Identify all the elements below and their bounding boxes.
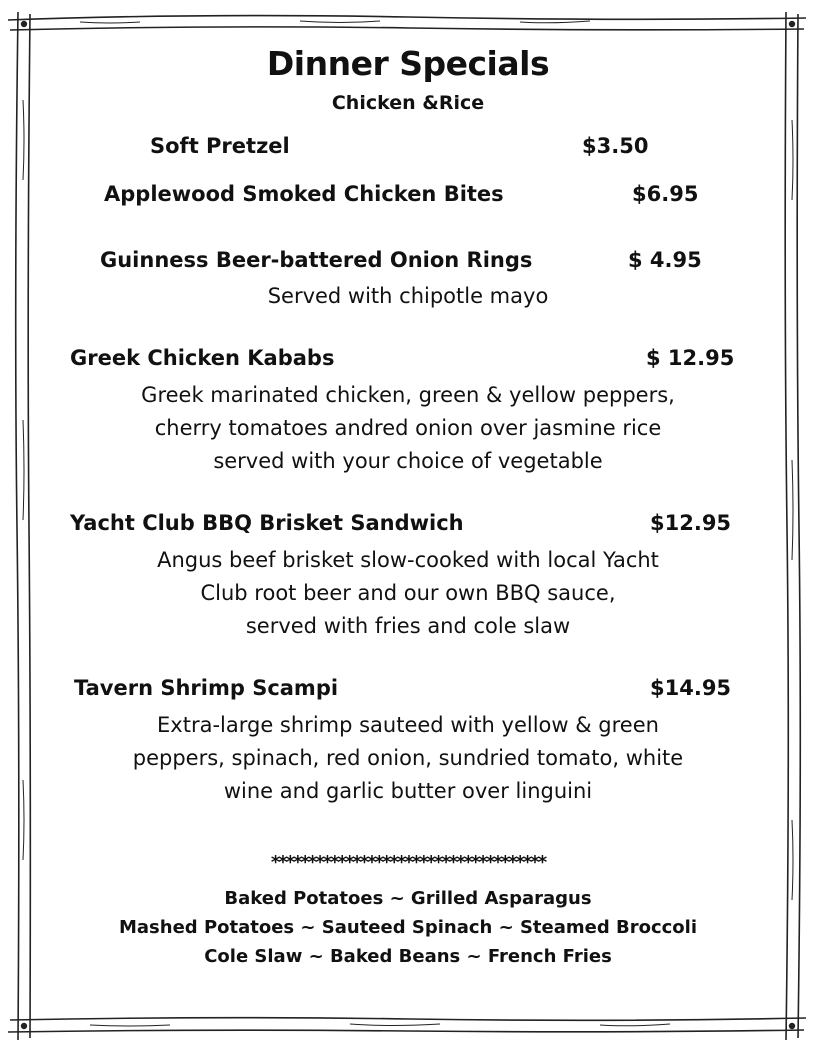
item-name-greek-kababs: Greek Chicken Kababs — [70, 346, 335, 370]
item-name-shrimp-scampi: Tavern Shrimp Scampi — [74, 676, 339, 700]
sides-list — [56, 884, 760, 971]
item-name-soft-pretzel: Soft Pretzel — [150, 134, 290, 158]
item-description-shrimp-scampi — [60, 709, 756, 808]
sides-line: Mashed Potatoes ~ Sauteed Spinach ~ Steamed Broccoli — [119, 917, 697, 938]
menu-title: Dinner Specials — [266, 44, 550, 83]
description-line: wine and garlic butter over linguini — [223, 779, 593, 803]
menu-subtitle: Chicken &Rice — [331, 92, 485, 114]
description-line: Angus beef brisket slow-cooked with local Yacht — [157, 548, 659, 572]
item-description-bbq-brisket — [60, 544, 756, 643]
item-price-bbq-brisket: $12.95 — [650, 511, 732, 535]
item-name-chicken-bites: Applewood Smoked Chicken Bites — [104, 182, 504, 206]
item-name-bbq-brisket: Yacht Club BBQ Brisket Sandwich — [70, 511, 464, 535]
sides-line: Cole Slaw ~ Baked Beans ~ French Fries — [204, 946, 612, 967]
item-price-greek-kababs: $ 12.95 — [646, 346, 735, 370]
section-divider: ************************************* — [270, 852, 546, 873]
item-price-onion-rings: $ 4.95 — [628, 248, 702, 272]
description-line: Extra-large shrimp sauteed with yellow & green — [157, 713, 659, 737]
menu-content — [60, 40, 756, 1016]
description-line: Club root beer and our own BBQ sauce, — [200, 581, 616, 605]
description-line: served with fries and cole slaw — [245, 614, 571, 638]
description-line: Greek marinated chicken, green & yellow peppers, — [141, 383, 675, 407]
item-description-greek-kababs — [60, 379, 756, 478]
item-price-chicken-bites: $6.95 — [632, 182, 699, 206]
item-name-onion-rings: Guinness Beer-battered Onion Rings — [100, 248, 533, 272]
item-price-soft-pretzel: $3.50 — [582, 134, 649, 158]
sides-line: Baked Potatoes ~ Grilled Asparagus — [224, 888, 592, 909]
item-description-onion-rings: Served with chipotle mayo — [267, 284, 549, 308]
description-line: served with your choice of vegetable — [213, 449, 603, 473]
description-line: peppers, spinach, red onion, sundried tomato, white — [132, 746, 684, 770]
description-line: cherry tomatoes andred onion over jasmine rice — [154, 416, 662, 440]
item-price-shrimp-scampi: $14.95 — [650, 676, 732, 700]
